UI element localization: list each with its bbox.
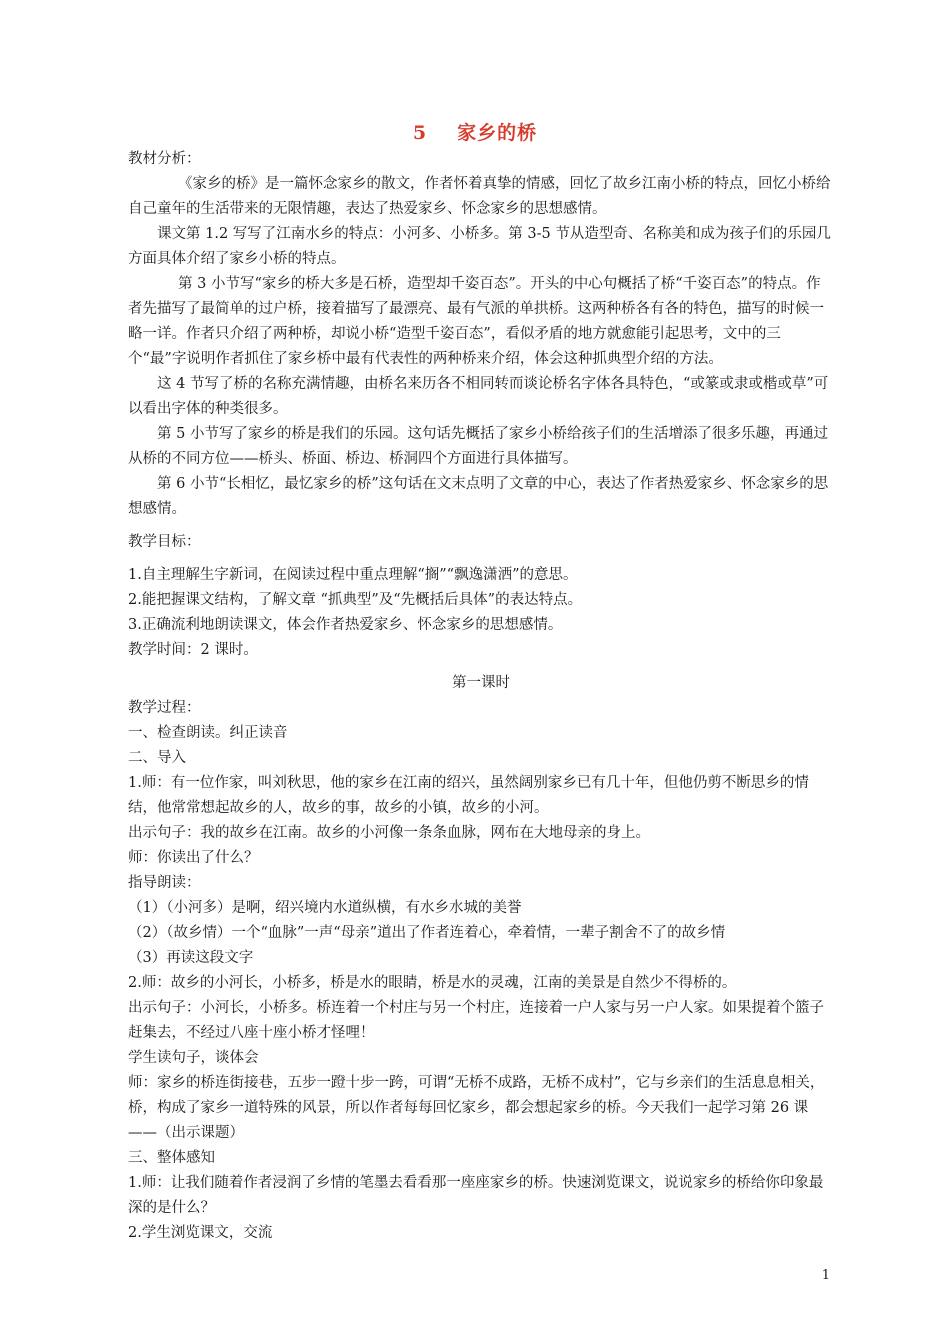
process-line: 出示句子：我的故乡在江南。故乡的小河像一条条血脉，网布在大地母亲的身上。 — [128, 825, 650, 841]
section-heading-analysis: 教材分析： — [128, 151, 201, 167]
process-line: 2.学生浏览课文，交流 — [128, 1225, 273, 1241]
process-line: （2）（故乡情）一个“血脉”一声“母亲”道出了作者连着心，牵着情，一辈子割舍不了的故乡情 — [128, 925, 726, 941]
analysis-paragraph: 课文第 1.2 写写了江南水乡的特点：小河多、小桥多。第 3-5 节从造型奇、名称美和成为孩子们的乐园几方面具体介绍了家乡小桥的特点。 — [128, 226, 831, 267]
analysis-paragraph: 第 3 小节写“家乡的桥大多是石桥，造型却千姿百态”。开头的中心句概括了桥“千姿百态”的特点。作者先描写了最简单的过户桥，接着描写了最漂亮、最有气派的单拱桥。这两种桥各有各的特色，描写的时候一略一详。作者只介绍了两种桥，却说小桥“造型千姿百态”，看似矛盾的地方就愈能引起思考，文中的三个“最”字说明作者抓住了家乡桥中最有代表性的两种桥来介绍，体会这种抓典型介绍的方法。 — [128, 276, 824, 367]
process-line: 一、检查朗读。纠正读音 — [128, 725, 288, 741]
page-number: 1 — [821, 1268, 830, 1283]
process-line: （3）再读这段文字 — [128, 950, 254, 966]
teaching-time: 教学时间：2 课时。 — [128, 642, 258, 658]
process-line: 2.师：故乡的小河长，小桥多，桥是水的眼睛，桥是水的灵魂，江南的美景是自然少不得桥的。 — [128, 975, 737, 991]
process-line: 学生读句子，谈体会 — [128, 1050, 259, 1066]
process-line: 师：你读出了什么？ — [128, 850, 259, 866]
goal-item: 1.自主理解生字新词，在阅读过程中重点理解“搁”“飘逸潇洒”的意思。 — [128, 567, 578, 583]
document-body — [128, 147, 834, 1246]
lesson-title — [0, 118, 950, 145]
process-line: 出示句子：小河长，小桥多。桥连着一个村庄与另一个村庄，连接着一户人家与另一户人家。如果提着个篮子赶集去，不经过八座十座小桥才怪哩！ — [128, 1000, 824, 1041]
process-line: 指导朗读： — [128, 875, 201, 891]
lesson-title-text: 家乡的桥 — [457, 122, 538, 144]
goal-item: 3.正确流利地朗读课文，体会作者热爱家乡、怀念家乡的思想感情。 — [128, 617, 563, 633]
process-line: 三、整体感知 — [128, 1150, 215, 1166]
process-line: 1.师：让我们随着作者浸润了乡情的笔墨去看看那一座座家乡的桥。快速浏览课文，说说家乡的桥给你印象最深的是什么？ — [128, 1175, 824, 1216]
lesson-period-heading: 第一课时 — [452, 675, 510, 691]
analysis-paragraph: 这 4 节写了桥的名称充满情趣，由桥名来历各不相同转而谈论桥名字体各具特色，“或篆或隶或楷或草”可以看出字体的种类很多。 — [128, 376, 829, 417]
goal-item: 2.能把握课文结构，了解文章 “抓典型”及“先概括后具体”的表达特点。 — [128, 592, 583, 608]
analysis-paragraph: 《家乡的桥》是一篇怀念家乡的散文，作者怀着真挚的情感，回忆了故乡江南小桥的特点，回忆小桥给自己童年的生活带来的无限情趣，表达了热爱家乡、怀念家乡的思想感情。 — [128, 176, 831, 217]
section-heading-process: 教学过程： — [128, 700, 201, 716]
analysis-paragraph: 第 5 小节写了家乡的桥是我们的乐园。这句话先概括了家乡小桥给孩子们的生活增添了很多乐趣，再通过从桥的不同方位——桥头、桥面、桥边、桥洞四个方面进行具体描写。 — [128, 426, 828, 467]
section-heading-goals: 教学目标： — [128, 534, 201, 550]
process-line: 师：家乡的桥连街接巷，五步一蹬十步一跨，可谓“无桥不成路，无桥不成村”，它与乡亲们的生活息息相关，桥，构成了家乡一道特殊的风景，所以作者每每回忆家乡，都会想起家乡的桥。今天我们一起学习第 26 课——（出示课题） — [128, 1075, 825, 1141]
process-line: （1）（小河多）是啊，绍兴境内水道纵横，有水乡水城的美誉 — [128, 900, 522, 916]
process-line: 1.师：有一位作家，叫刘秋思，他的家乡在江南的绍兴，虽然阔别家乡已有几十年，但他仍剪不断思乡的情结，他常常想起故乡的人，故乡的事，故乡的小镇，故乡的小河。 — [128, 775, 809, 816]
analysis-paragraph: 第 6 小节“长相忆，最忆家乡的桥”这句话在文末点明了文章的中心，表达了作者热爱家乡、怀念家乡的思想感情。 — [128, 476, 829, 517]
lesson-number: 5 — [412, 122, 428, 144]
process-line: 二、导入 — [128, 750, 186, 766]
